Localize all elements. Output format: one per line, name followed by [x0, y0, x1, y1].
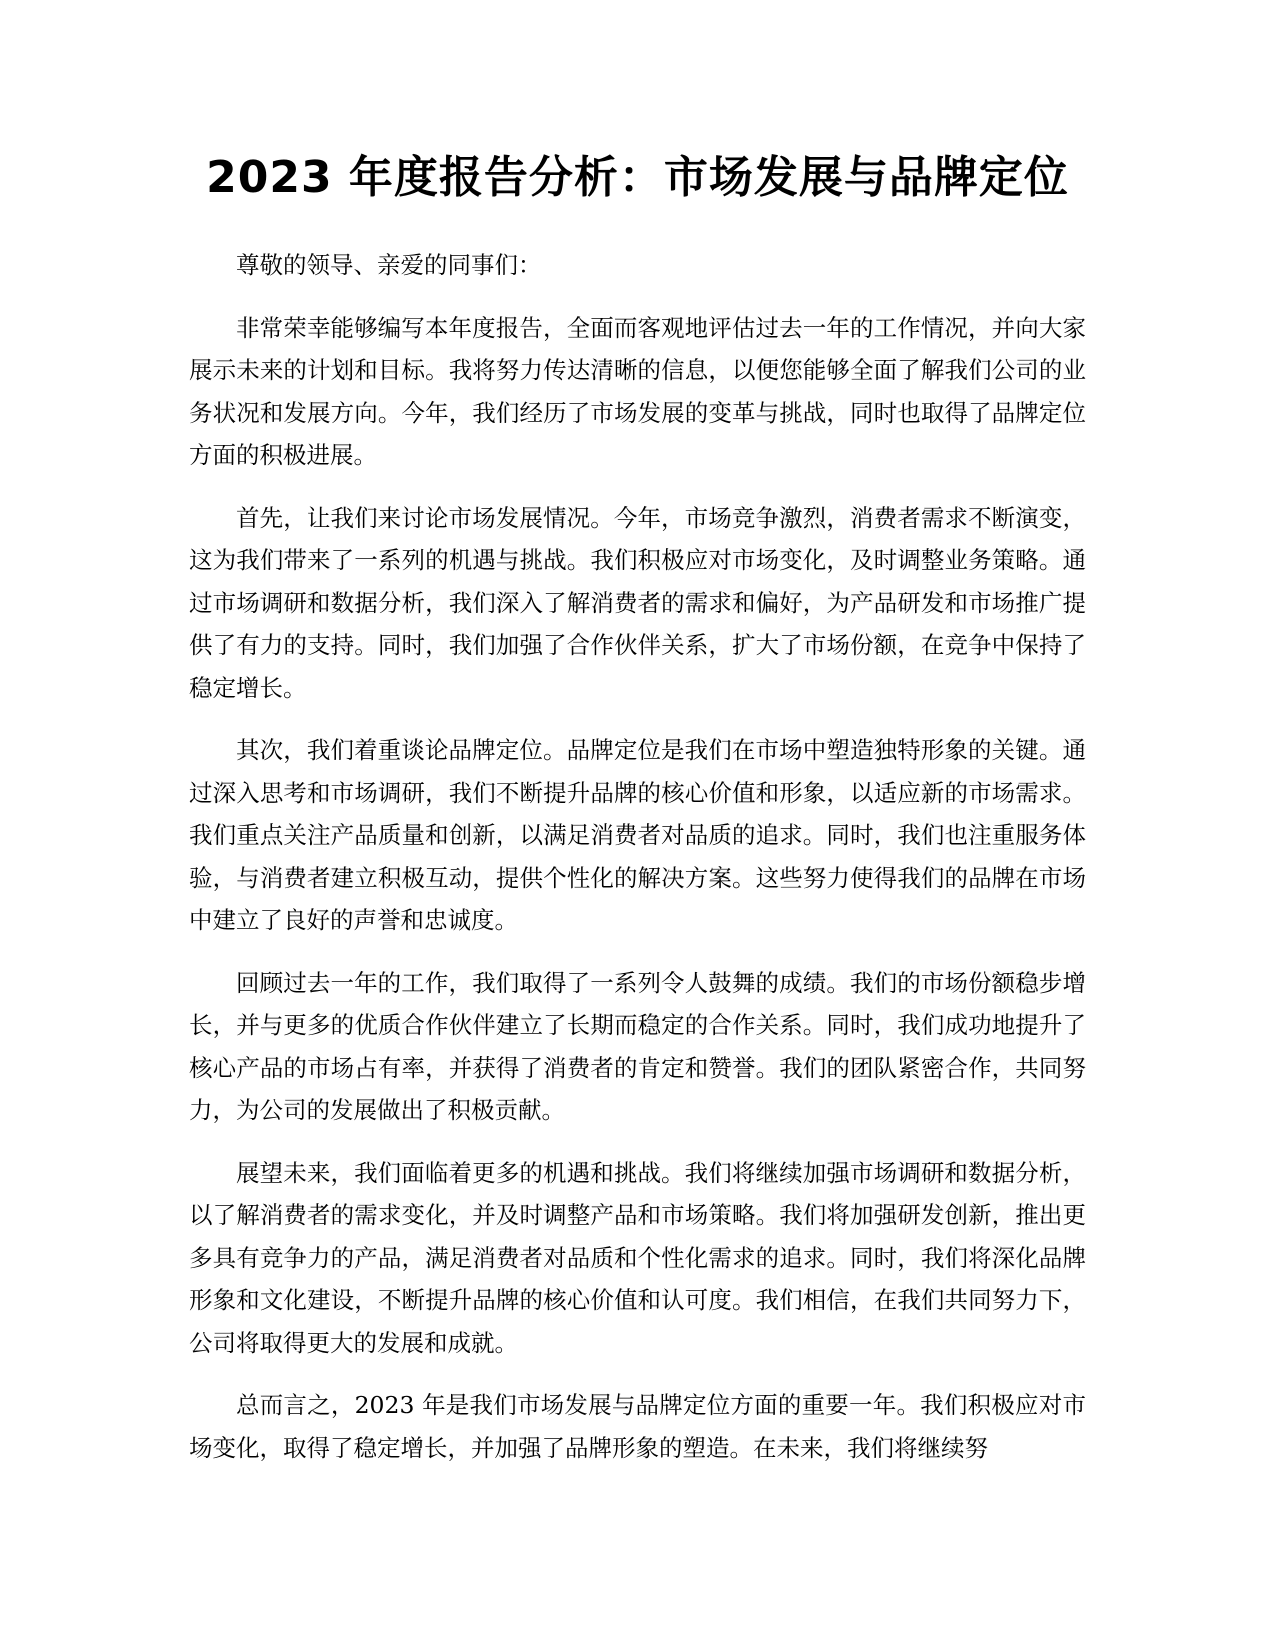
document-body [189, 244, 1086, 1489]
paragraph-outlook: 展望未来，我们面临着更多的机遇和挑战。我们将继续加强市场调研和数据分析，以了解消费者的需求变化，并及时调整产品和市场策略。我们将加强研发创新，推出更多具有竞争力的产品，满足消费者对品质和个性化需求的追求。同时，我们将深化品牌形象和文化建设，不断提升品牌的核心价值和认可度。我们相信，在我们共同努力下，公司将取得更大的发展和成就。 [189, 1158, 1086, 1357]
paragraph-intro: 非常荣幸能够编写本年度报告，全面而客观地评估过去一年的工作情况，并向大家展示未来的计划和目标。我将努力传达清晰的信息，以便您能够全面了解我们公司的业务状况和发展方向。今年，我们经历了市场发展的变革与挑战，同时也取得了品牌定位方面的积极进展。 [189, 313, 1086, 469]
document-title: 2023 年度报告分析：市场发展与品牌定位 [206, 152, 1069, 203]
paragraph-market-development: 首先，让我们来讨论市场发展情况。今年，市场竞争激烈，消费者需求不断演变，这为我们带来了一系列的机遇与挑战。我们积极应对市场变化，及时调整业务策略。通过市场调研和数据分析，我们深入了解消费者的需求和偏好，为产品研发和市场推广提供了有力的支持。同时，我们加强了合作伙伴关系，扩大了市场份额，在竞争中保持了稳定增长。 [189, 503, 1086, 702]
paragraph-review: 回顾过去一年的工作，我们取得了一系列令人鼓舞的成绩。我们的市场份额稳步增长，并与更多的优质合作伙伴建立了长期而稳定的合作关系。同时，我们成功地提升了核心产品的市场占有率，并获得了消费者的肯定和赞誉。我们的团队紧密合作，共同努力，为公司的发展做出了积极贡献。 [189, 968, 1086, 1124]
salutation: 尊敬的领导、亲爱的同事们： [236, 251, 542, 279]
paragraph-summary: 总而言之，2023 年是我们市场发展与品牌定位方面的重要一年。我们积极应对市场变化，取得了稳定增长，并加强了品牌形象的塑造。在未来，我们将继续努 [189, 1391, 1086, 1462]
paragraph-brand-positioning: 其次，我们着重谈论品牌定位。品牌定位是我们在市场中塑造独特形象的关键。通过深入思考和市场调研，我们不断提升品牌的核心价值和形象，以适应新的市场需求。我们重点关注产品质量和创新，以满足消费者对品质的追求。同时，我们也注重服务体验，与消费者建立积极互动，提供个性化的解决方案。这些努力使得我们的品牌在市场中建立了良好的声誉和忠诚度。 [189, 736, 1086, 934]
